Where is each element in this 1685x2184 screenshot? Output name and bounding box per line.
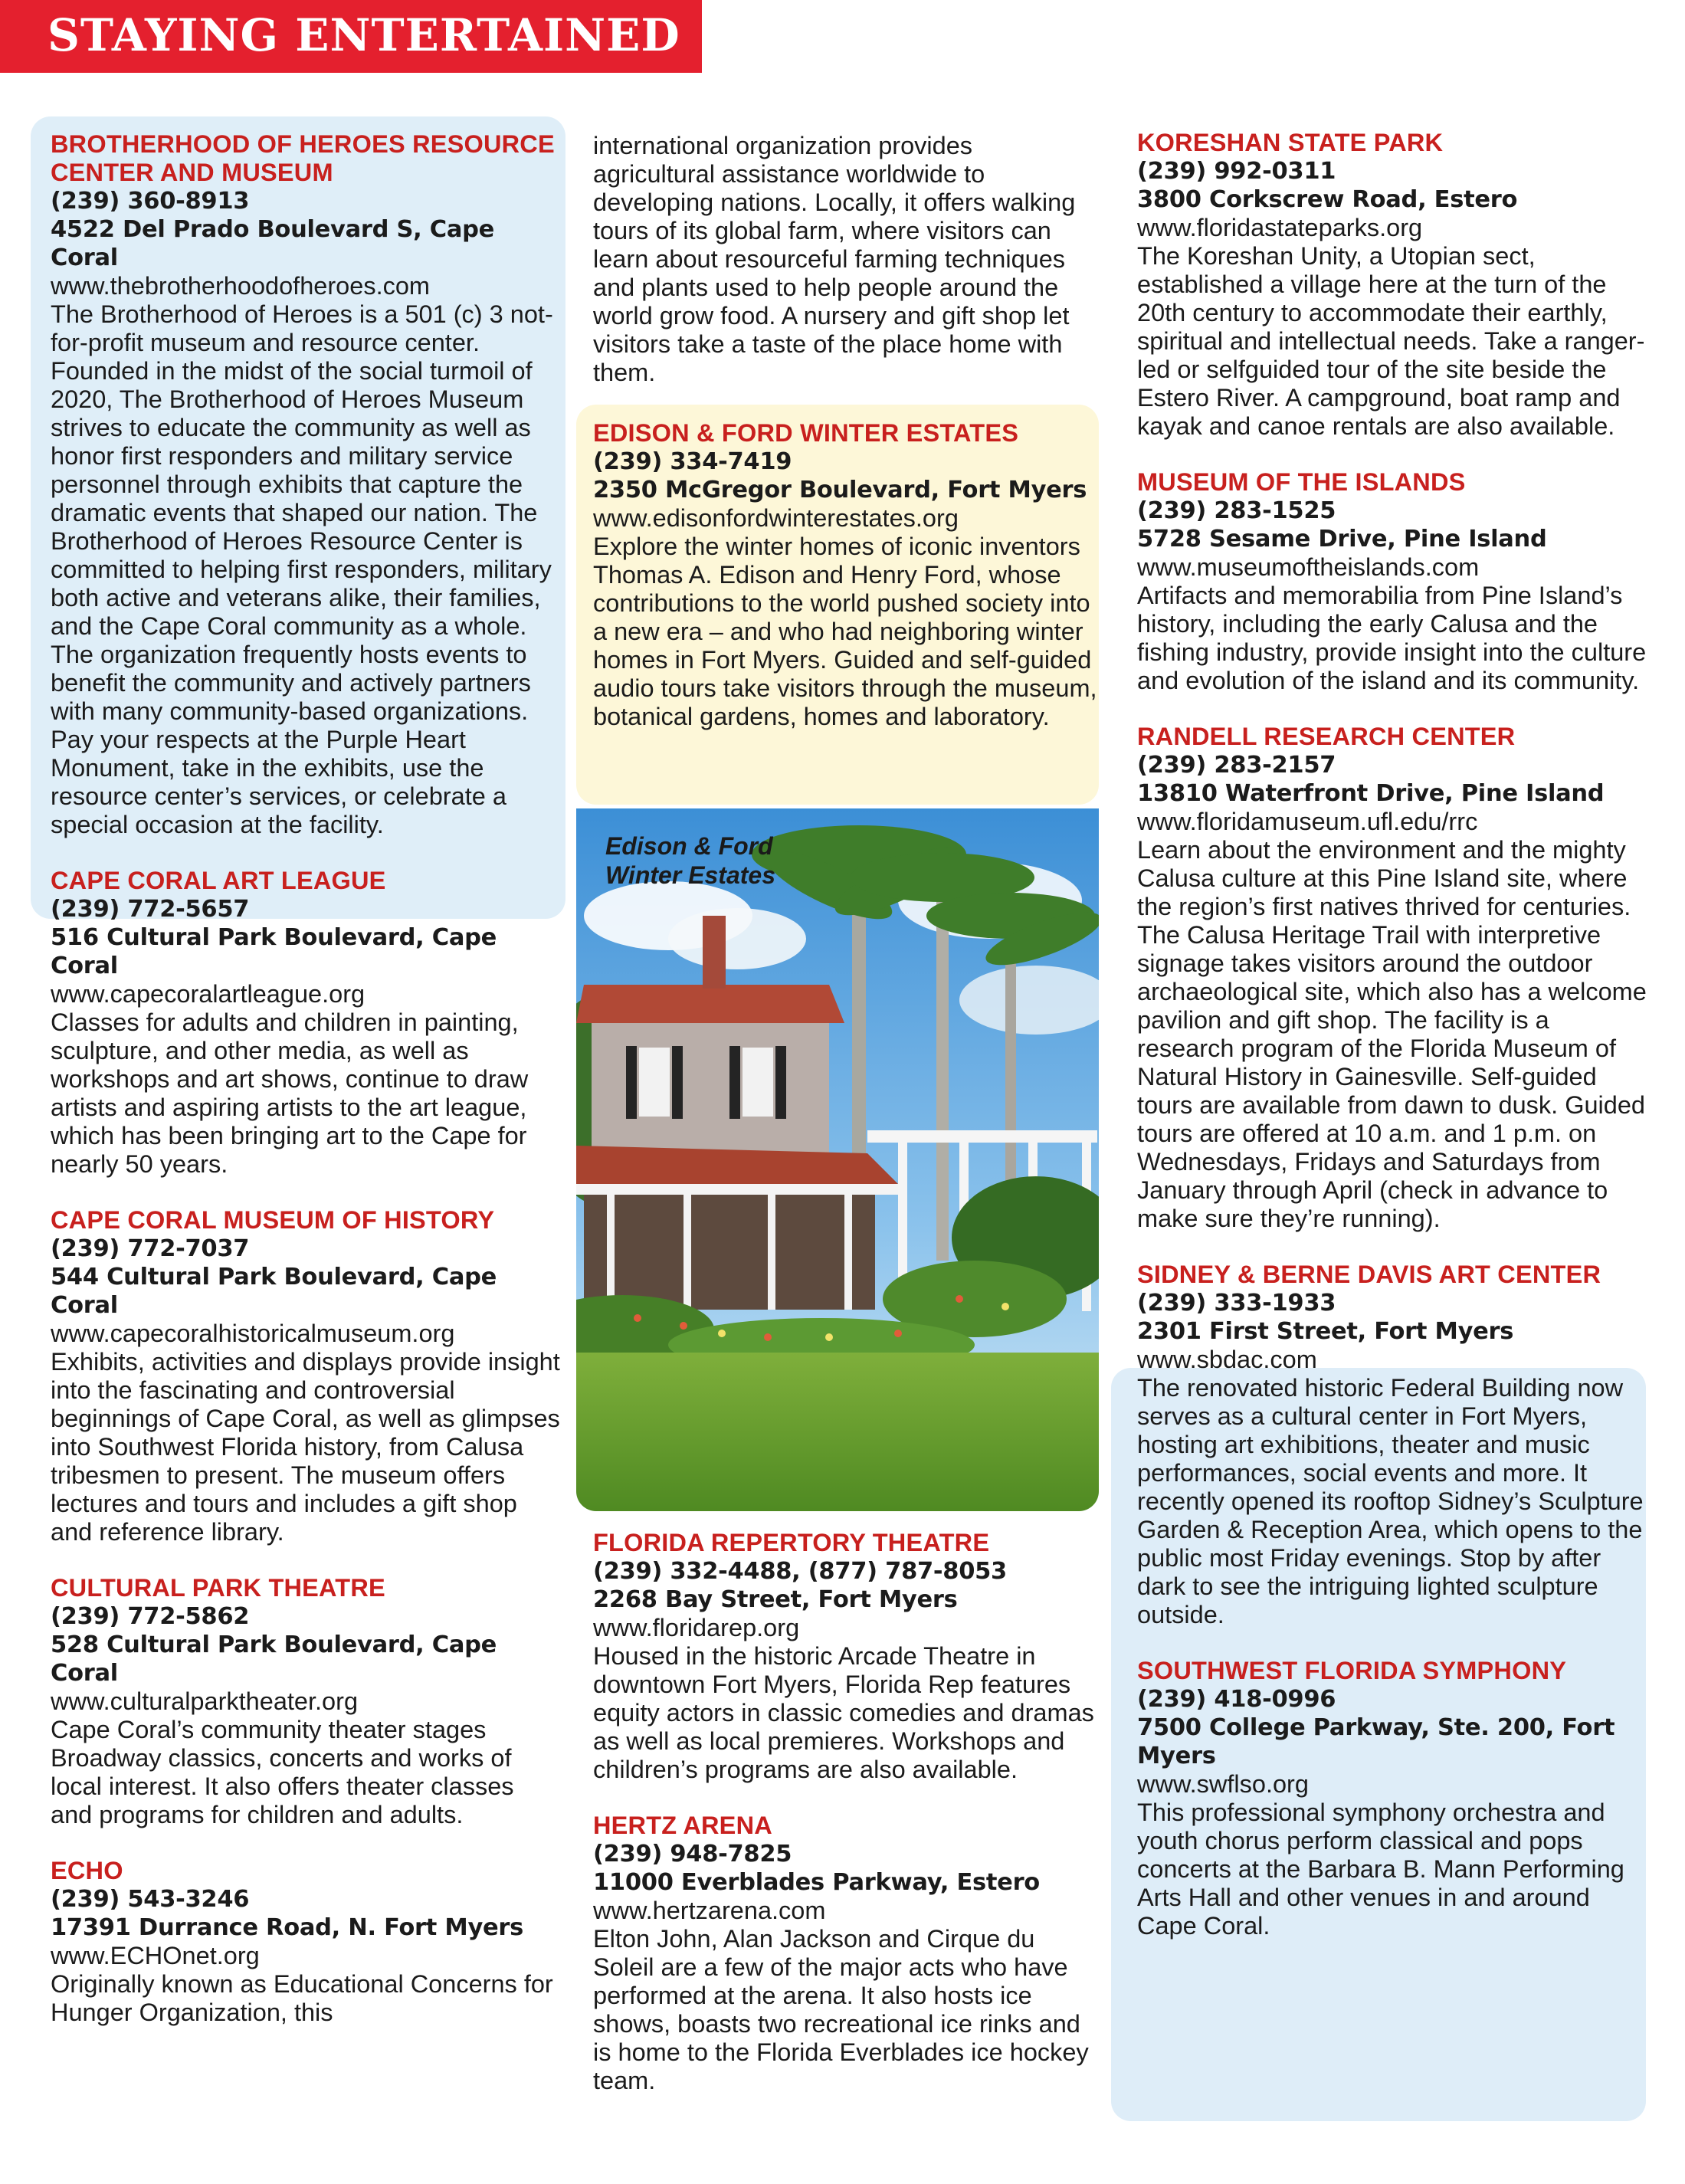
listing-phone: (239) 333-1933 (1137, 1290, 1336, 1317)
listing-description: Originally known as Educational Concerns for Hunger Organization, this (51, 1970, 553, 2026)
listing-museum-of-the-islands (1137, 468, 1647, 695)
section-banner (0, 0, 702, 73)
listing-website[interactable]: www.swflso.org (1137, 1770, 1309, 1798)
listing-address: 17391 Durrance Road, N. Fort Myers (51, 1914, 524, 1941)
listing-description: This professional symphony orchestra and youth chorus perform classical and pops concerts at the Barbara B. Mann Performing Arts Hall and other venues in and around Cape Coral. (1137, 1799, 1624, 1940)
listing-phone: (239) 543-3246 (51, 1886, 250, 1913)
listing-name: MUSEUM OF THE ISLANDS (1137, 468, 1466, 496)
listing-name: CULTURAL PARK THEATRE (51, 1574, 385, 1602)
listing-address: 5728 Sesame Drive, Pine Island (1137, 526, 1547, 553)
listing-description: The renovated historic Federal Building now serves as a cultural center in Fort Myers, hosting art exhibitions, theater and music performances, social events and more. It recently opened its rooftop Sidney’s Sculpture Garden & Reception Area, which opens to the public most Friday evenings. Stop by after dark to see the intriguing lighted sculpture outside. (1137, 1374, 1644, 1628)
listing-randell-research-center (1137, 723, 1647, 1233)
edison-ford-estates-photo (576, 808, 1099, 1511)
listing-phone: (239) 772-5657 (51, 896, 250, 923)
listing-hertz-arena (593, 1812, 1099, 2095)
listing-name: SIDNEY & BERNE DAVIS ART CENTER (1137, 1261, 1601, 1288)
listing-website[interactable]: www.capecoralhistoricalmuseum.org (51, 1320, 455, 1347)
listing-koreshan-state-park (1137, 129, 1647, 441)
listing-address: 3800 Corkscrew Road, Estero (1137, 186, 1518, 213)
listing-address: 2268 Bay Street, Fort Myers (593, 1586, 958, 1613)
listing-cultural-park-theatre (51, 1574, 560, 1829)
listing-echo (51, 1857, 560, 2027)
listing-address: 2350 McGregor Boulevard, Fort Myers (593, 477, 1087, 503)
listing-address: 7500 College Parkway, Ste. 200, Fort Myers (1137, 1714, 1615, 1769)
listing-website[interactable]: www.floridastateparks.org (1137, 214, 1423, 241)
listing-name: FLORIDA REPERTORY THEATRE (593, 1529, 990, 1556)
listing-website[interactable]: www.edisonfordwinterestates.org (593, 504, 959, 532)
listing-phone: (239) 772-7037 (51, 1235, 250, 1262)
listing-address: 4522 Del Prado Boulevard S, Cape Coral (51, 216, 495, 271)
listing-address: 13810 Waterfront Drive, Pine Island (1137, 780, 1605, 807)
listing-phone: (239) 772-5862 (51, 1603, 250, 1630)
listing-name: HERTZ ARENA (593, 1812, 772, 1839)
listing-website[interactable]: www.floridarep.org (593, 1614, 800, 1641)
listing-description: Housed in the historic Arcade Theatre in downtown Fort Myers, Florida Rep features equity actors in classic comedies and dramas as well as local premieres. Workshops and children’s programs are also available. (593, 1642, 1094, 1783)
listing-website[interactable]: www.ECHOnet.org (51, 1942, 260, 1969)
listing-address: 528 Cultural Park Boulevard, Cape Coral (51, 1631, 497, 1687)
listing-edison-ford-winter-estates (593, 419, 1099, 731)
listing-name: RANDELL RESEARCH CENTER (1137, 723, 1516, 750)
listing-description: Elton John, Alan Jackson and Cirque du Soleil are a few of the major acts who have performed at the arena. It also hosts ice shows, boasts two recreational ice rinks and is home to the Florida Everblades ice hockey team. (593, 1925, 1089, 2094)
listing-address: 11000 Everblades Parkway, Estero (593, 1869, 1040, 1896)
listing-website[interactable]: www.floridamuseum.ufl.edu/rrc (1137, 808, 1478, 835)
section-title: STAYING ENTERTAINED (48, 9, 680, 61)
listing-phone: (239) 334-7419 (593, 448, 792, 475)
photo-caption: Edison & Ford Winter Estates (605, 832, 775, 889)
listing-name: BROTHERHOOD OF HEROES RESOURCE CENTER AND MUSEUM (51, 130, 555, 186)
listing-name: EDISON & FORD WINTER ESTATES (593, 419, 1019, 447)
listing-description: Exhibits, activities and displays provide insight into the fascinating and controversial beginnings of Cape Coral, as well as glimpses into Southwest Florida history, from Calusa tribesmen to present. The museum offers lectures and tours and includes a gift shop and reference library. (51, 1348, 560, 1546)
listing-website[interactable]: www.culturalparktheater.org (51, 1687, 359, 1715)
listing-cape-coral-museum-of-history (51, 1206, 560, 1546)
listing-website[interactable]: www.hertzarena.com (593, 1897, 826, 1924)
listing-address: 516 Cultural Park Boulevard, Cape Coral (51, 924, 497, 979)
listing-phone: (239) 283-1525 (1137, 497, 1336, 524)
listing-description: Artifacts and memorabilia from Pine Island’s history, including the early Calusa and the fishing industry, provide insight into the culture and evolution of the island and its community. (1137, 582, 1647, 694)
listing-phone: (239) 992-0311 (1137, 158, 1336, 185)
listing-brotherhood-of-heroes (51, 130, 560, 839)
column-middle-lower (593, 1529, 1099, 2123)
column-left (51, 130, 560, 2054)
listing-website[interactable]: www.capecoralartleague.org (51, 980, 366, 1008)
listing-website[interactable]: www.museumoftheislands.com (1137, 553, 1480, 581)
listing-description: Classes for adults and children in painting, sculpture, and other media, as well as workshops and art shows, continue to draw artists and aspiring artists to the art league, which has been bringing art to the Cape for nearly 50 years. (51, 1008, 529, 1178)
listing-name: KORESHAN STATE PARK (1137, 129, 1444, 156)
listing-website[interactable]: www.thebrotherhoodofheroes.com (51, 272, 431, 300)
listing-phone: (239) 948-7825 (593, 1841, 792, 1868)
listing-florida-repertory-theatre (593, 1529, 1099, 1784)
listing-sidney-berne-davis-art-center (1137, 1261, 1647, 1629)
listing-phone: (239) 332-4488, (877) 787-8053 (593, 1558, 1007, 1585)
listing-description: The Brotherhood of Heroes is a 501 (c) 3 not-for-profit museum and resource center. Founded in the midst of the social turmoil of 2020, The Brotherhood of Heroes Museum strives to educate the community as well as honor first responders and military service personnel through exhibits that capture the dramatic events that shaped our nation. The Brotherhood of Heroes Resource Center is committed to helping first responders, military both active and veterans alike, their families, and the Cape Coral community as a whole. The organization frequently hosts events to benefit the community and actively partners with many community-based organizations. Pay your respects at the Purple Heart Monument, take in the exhibits, use the resource center’s services, or celebrate a special occasion at the facility. (51, 300, 553, 838)
listing-phone: (239) 360-8913 (51, 188, 250, 215)
listing-cape-coral-art-league (51, 867, 560, 1179)
echo-continued-description: international organization provides agricultural assistance worldwide to developing nations. Locally, it offers walking tours of its global farm, where visitors can learn about resourceful farming techniques and plants used to help people around the world grow food. A nursery and gift shop let visitors take a taste of the place home with them. (593, 132, 1076, 386)
listing-address: 2301 First Street, Fort Myers (1137, 1318, 1514, 1345)
listing-description: Learn about the environment and the mighty Calusa culture at this Pine Island site, where the region’s first natives thrived for centuries. The Calusa Heritage Trail with interpretive signage takes visitors around the outdoor archaeological site, which also has a welcome pavilion and gift shop. The facility is a research program of the Florida Museum of Natural History in Gainesville. Self-guided tours are available from dawn to dusk. Guided tours are offered at 10 a.m. and 1 p.m. on Wednesdays, Fridays and Saturdays from January through April (check in advance to make sure they’re running). (1137, 836, 1647, 1232)
listing-phone: (239) 283-2157 (1137, 752, 1336, 779)
listing-name: SOUTHWEST FLORIDA SYMPHONY (1137, 1657, 1567, 1684)
listing-description: The Koreshan Unity, a Utopian sect, established a village here at the turn of the 20th century to accommodate their earthly, spiritual and intellectual needs. Take a ranger-led or selfguided tour of the site beside the Estero River. A campground, boat ramp and kayak and canoe rentals are also available. (1137, 242, 1645, 440)
listing-description: Cape Coral’s community theater stages Broadway classics, concerts and works of local interest. It also offers theater classes and programs for children and adults. (51, 1716, 514, 1828)
listing-name: CAPE CORAL ART LEAGUE (51, 867, 386, 894)
listing-website[interactable]: www.sbdac.com (1137, 1346, 1317, 1373)
listing-address: 544 Cultural Park Boulevard, Cape Coral (51, 1264, 497, 1319)
listing-name: CAPE CORAL MUSEUM OF HISTORY (51, 1206, 495, 1234)
column-right (1137, 129, 1647, 1968)
listing-southwest-florida-symphony (1137, 1657, 1647, 1940)
listing-name: ECHO (51, 1857, 123, 1884)
column-middle (593, 132, 1099, 759)
listing-description: Explore the winter homes of iconic inventors Thomas A. Edison and Henry Ford, whose contributions to the world pushed society into a new era – and who had neighboring winter homes in Fort Myers. Guided and self-guided audio tours take visitors through the museum, botanical gardens, homes and laboratory. (593, 533, 1097, 730)
listing-phone: (239) 418-0996 (1137, 1686, 1336, 1713)
